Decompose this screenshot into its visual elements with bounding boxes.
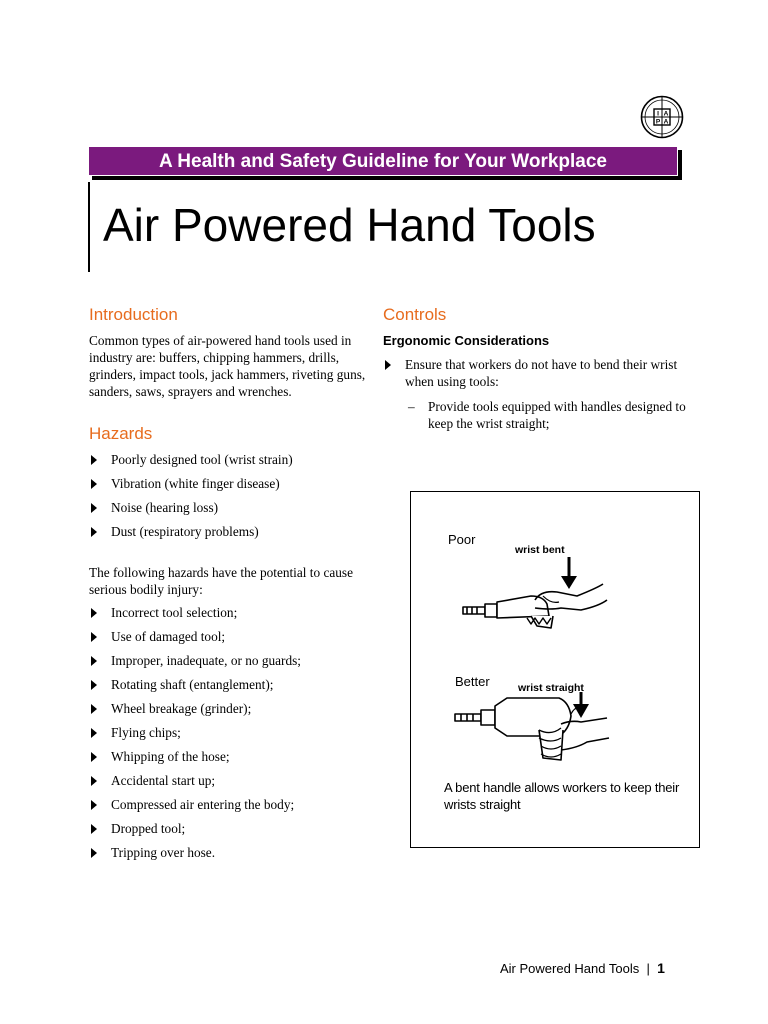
control-text: Ensure that workers do not have to bend their wrist when using tools: bbox=[405, 357, 678, 389]
bullet-arrow-icon bbox=[91, 527, 97, 537]
hazard-text: Vibration (white finger disease) bbox=[111, 476, 280, 491]
list-item bbox=[89, 748, 369, 772]
page-number: 1 bbox=[657, 960, 665, 976]
list-item bbox=[89, 796, 369, 820]
list-item bbox=[89, 604, 369, 628]
bullet-arrow-icon bbox=[91, 848, 97, 858]
list-item bbox=[89, 820, 369, 844]
injury-intro-text: The following hazards have the potential to cause serious bodily injury: bbox=[89, 565, 353, 597]
list-item bbox=[89, 628, 369, 652]
bullet-arrow-icon bbox=[91, 503, 97, 513]
bullet-arrow-icon bbox=[91, 776, 97, 786]
hazards-list bbox=[89, 451, 369, 547]
controls-list bbox=[383, 356, 683, 390]
injury-hazard-text: Accidental start up; bbox=[111, 773, 216, 788]
logo-letter: A bbox=[663, 110, 669, 118]
bullet-arrow-icon bbox=[385, 360, 391, 370]
guideline-banner bbox=[88, 146, 678, 176]
list-item bbox=[89, 724, 369, 748]
dash-marker: – bbox=[408, 399, 415, 414]
injury-hazard-text: Improper, inadequate, or no guards; bbox=[111, 653, 301, 668]
list-item bbox=[89, 499, 369, 523]
list-item bbox=[89, 475, 369, 499]
logo-letter: I bbox=[657, 110, 659, 118]
bullet-arrow-icon bbox=[91, 752, 97, 762]
injury-hazard-text: Flying chips; bbox=[111, 725, 181, 740]
injury-hazard-text: Incorrect tool selection; bbox=[111, 605, 238, 620]
injury-hazard-text: Rotating shaft (entanglement); bbox=[111, 677, 274, 692]
wrist-bent-label: wrist bent bbox=[515, 544, 565, 556]
wrist-figure bbox=[410, 491, 700, 848]
hazard-text: Poorly designed tool (wrist strain) bbox=[111, 452, 293, 467]
bullet-arrow-icon bbox=[91, 728, 97, 738]
list-item bbox=[89, 844, 369, 868]
logo-letter: A bbox=[663, 118, 669, 126]
introduction-text: Common types of air-powered hand tools used in industry are: buffers, chipping hammers, drills, grinders, impact tools, jack hammers, riveting guns, sanders, saws, sprayers and wrenches. bbox=[89, 333, 366, 399]
page-title: Air Powered Hand Tools bbox=[103, 199, 596, 251]
iapa-logo-icon bbox=[640, 95, 684, 139]
bullet-arrow-icon bbox=[91, 479, 97, 489]
list-item bbox=[89, 700, 369, 724]
logo-letter: P bbox=[655, 118, 661, 126]
drill-bent-wrist-icon bbox=[463, 584, 607, 628]
bullet-arrow-icon bbox=[91, 800, 97, 810]
bullet-arrow-icon bbox=[91, 608, 97, 618]
poor-label: Poor bbox=[448, 532, 476, 547]
control-sub-text: Provide tools equipped with handles designed to keep the wrist straight; bbox=[428, 399, 686, 431]
injury-hazard-text: Wheel breakage (grinder); bbox=[111, 701, 252, 716]
introduction-heading: Introduction bbox=[89, 305, 178, 324]
injury-hazards-list bbox=[89, 604, 369, 868]
arrow-down-icon bbox=[561, 557, 577, 589]
injury-hazard-text: Whipping of the hose; bbox=[111, 749, 230, 764]
injury-hazard-text: Dropped tool; bbox=[111, 821, 186, 836]
page-footer bbox=[500, 960, 665, 976]
bullet-arrow-icon bbox=[91, 632, 97, 642]
list-item bbox=[89, 772, 369, 796]
better-label: Better bbox=[455, 674, 490, 689]
hazard-text: Dust (respiratory problems) bbox=[111, 524, 259, 539]
list-item bbox=[89, 523, 369, 547]
list-item bbox=[383, 356, 683, 390]
hazards-heading: Hazards bbox=[89, 424, 153, 443]
arrow-down-icon bbox=[573, 692, 589, 718]
bullet-arrow-icon bbox=[91, 656, 97, 666]
injury-hazard-text: Compressed air entering the body; bbox=[111, 797, 295, 812]
banner-text: A Health and Safety Guideline for Your Workplace bbox=[158, 151, 607, 172]
wrist-straight-label: wrist straight bbox=[518, 682, 584, 694]
title-rule bbox=[88, 182, 90, 272]
list-item bbox=[89, 652, 369, 676]
injury-hazard-text: Use of damaged tool; bbox=[111, 629, 226, 644]
footer-separator: | bbox=[646, 961, 650, 976]
bullet-arrow-icon bbox=[91, 704, 97, 714]
ergonomic-subheading: Ergonomic Considerations bbox=[383, 333, 550, 348]
footer-title: Air Powered Hand Tools bbox=[500, 961, 640, 976]
controls-heading: Controls bbox=[383, 305, 447, 324]
bullet-arrow-icon bbox=[91, 824, 97, 834]
control-sub-item bbox=[408, 398, 688, 432]
bullet-arrow-icon bbox=[91, 680, 97, 690]
injury-hazard-text: Tripping over hose. bbox=[111, 845, 216, 860]
hazard-text: Noise (hearing loss) bbox=[111, 500, 219, 515]
figure-caption: A bent handle allows workers to keep their wrists straight bbox=[444, 780, 680, 812]
list-item bbox=[89, 676, 369, 700]
bullet-arrow-icon bbox=[91, 455, 97, 465]
list-item bbox=[89, 451, 369, 475]
